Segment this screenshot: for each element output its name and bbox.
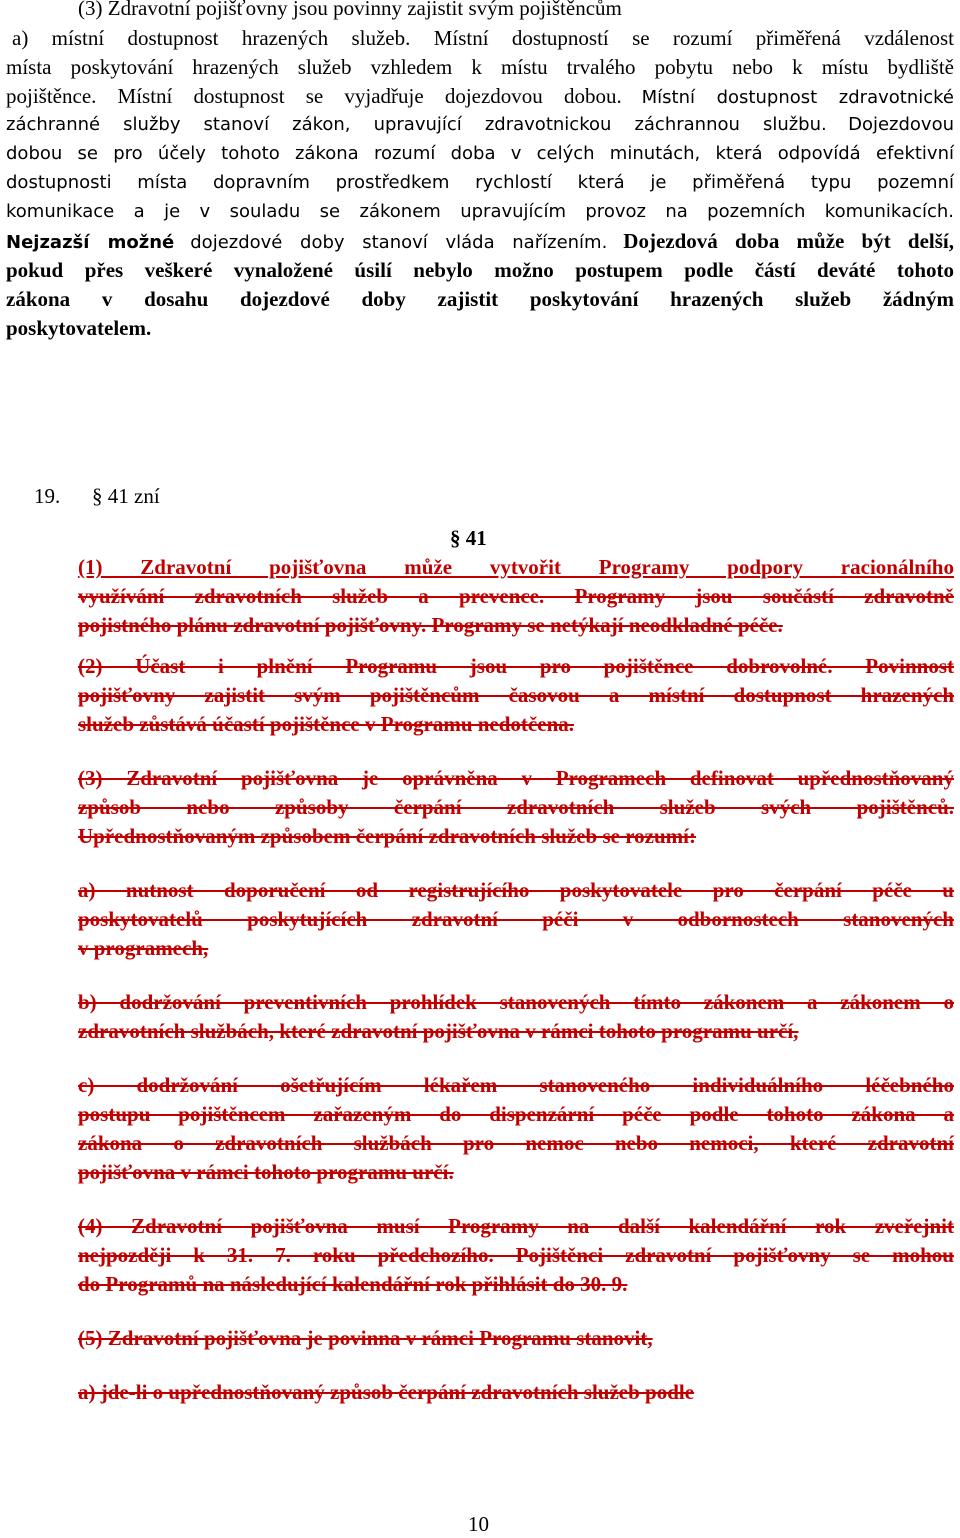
item-heading: § 41 zní: [92, 484, 160, 508]
deleted-b-line-1: b) dodržování preventivních prohlídek stanovených tímto zákonem a zákonem o: [78, 990, 954, 1014]
deleted-p1-line-2: využívání zdravotních služeb a prevence. Programy jsou součástí zdravotně: [78, 584, 954, 608]
intro-line-7: dostupnosti místa dopravním prostředkem rychlostí která je přiměřená typu pozemní: [6, 172, 954, 193]
deleted-c-line-2: postupu pojištěncem zařazeným do dispenzární péče podle tohoto zákona a: [78, 1102, 954, 1126]
intro-line-1: (3) Zdravotní pojišťovny jsou povinny zajistit svým pojištěncům: [78, 0, 622, 20]
intro-line-9c: Dojezdová doba může být delší,: [623, 229, 955, 253]
deleted-p3-line-2: způsob nebo způsoby čerpání zdravotních služeb svých pojištěnců.: [78, 795, 954, 819]
deleted-p2-line-1: (2) Účast i plnění Programu jsou pro pojištěnce dobrovolné. Povinnost: [78, 654, 954, 678]
intro-line-5: [6, 111, 954, 140]
deleted-p4-line-2: nejpozději k 31. 7. roku předchozího. Pojištěnci zdravotní pojišťovny se mohou: [78, 1243, 954, 1267]
item-number: 19.: [34, 484, 61, 508]
intro-line-4a: pojištěnce. Místní dostupnost se vyjadřuje dojezdovou dobou.: [6, 84, 622, 108]
deleted-a-line-1: a) nutnost doporučení od registrujícího poskytovatele pro čerpání péče u: [78, 878, 954, 902]
intro-line-9b: dojezdové doby stanoví vláda nařízením.: [190, 232, 608, 253]
deleted-p1-line-1: (1) Zdravotní pojišťovna může vytvořit Programy podpory racionálního: [78, 555, 954, 579]
deleted-p5a-line-1: a) jde-li o upřednostňovaný způsob čerpání zdravotních služeb podle: [78, 1380, 695, 1404]
intro-line-10: pokud přes veškeré vynaložené úsilí nebylo možno postupem podle částí deváté tohoto: [6, 258, 954, 282]
intro-line-9a: Nejzazší možné: [6, 232, 175, 253]
deleted-a-line-3: v programech,: [78, 936, 209, 960]
intro-line-6: dobou se pro účely tohoto zákona rozumí doba v celých minutách, která odpovídá efektivní: [6, 143, 954, 164]
intro-line-11: zákona v dosahu dojezdové doby zajistit poskytování hrazených služeb žádným: [6, 287, 954, 311]
deleted-p4-line-1: (4) Zdravotní pojišťovna musí Programy na další kalendářní rok zveřejnit: [78, 1214, 954, 1238]
intro-line-4: [6, 82, 954, 113]
deleted-p2-line-3: služeb zůstává účastí pojištěnce v Programu nedotčena.: [78, 712, 574, 736]
intro-line-12: poskytovatelem.: [6, 316, 152, 340]
deleted-p3-line-3: Upřednostňovaným způsobem čerpání zdravotních služeb se rozumí:: [78, 824, 696, 848]
intro-line-9: [6, 227, 954, 258]
page-number: 10: [468, 1512, 489, 1536]
deleted-c-line-1: c) dodržování ošetřujícím lékařem stanoveného individuálního léčebného: [78, 1073, 954, 1097]
intro-line-2: a) místní dostupnost hrazených služeb. Místní dostupností se rozumí přiměřená vzdálenost: [12, 26, 954, 50]
deleted-p2-line-2: pojišťovny zajistit svým pojištěncům časovou a místní dostupnost hrazených: [78, 683, 954, 707]
intro-line-4b: Místní dostupnost zdravotnické: [641, 87, 954, 108]
deleted-p5-line-1: (5) Zdravotní pojišťovna je povinna v rámci Programu stanovit,: [78, 1326, 653, 1350]
intro-line-3: místa poskytování hrazených služeb vzhledem k místu trvalého pobytu nebo k místu bydliště: [6, 55, 954, 79]
deleted-c-line-4: pojišťovna v rámci tohoto programu určí.: [78, 1160, 454, 1184]
deleted-p3-line-1: (3) Zdravotní pojišťovna je oprávněna v Programech definovat upřednostňovaný: [78, 766, 954, 790]
deleted-c-line-3: zákona o zdravotních službách pro nemoc nebo nemoci, které zdravotní: [78, 1131, 954, 1155]
paragraph-title: § 41: [450, 526, 487, 550]
deleted-a-line-2: poskytovatelů poskytujících zdravotní péči v odbornostech stanovených: [78, 907, 954, 931]
intro-line-8: komunikace a je v souladu se zákonem upravujícím provoz na pozemních komunikacích.: [6, 201, 954, 222]
deleted-p4-line-3: do Programů na následující kalendářní rok přihlásit do 30. 9.: [78, 1272, 628, 1296]
deleted-b-line-2: zdravotních službách, které zdravotní pojišťovna v rámci tohoto programu určí,: [78, 1019, 799, 1043]
deleted-p1-line-3: pojistného plánu zdravotní pojišťovny. Programy se netýkají neodkladné péče.: [78, 613, 783, 637]
intro-line-5b: Dojezdovou: [848, 114, 955, 135]
intro-line-5a: záchranné služby stanoví zákon, upravující zdravotnickou záchrannou službu.: [6, 114, 827, 135]
